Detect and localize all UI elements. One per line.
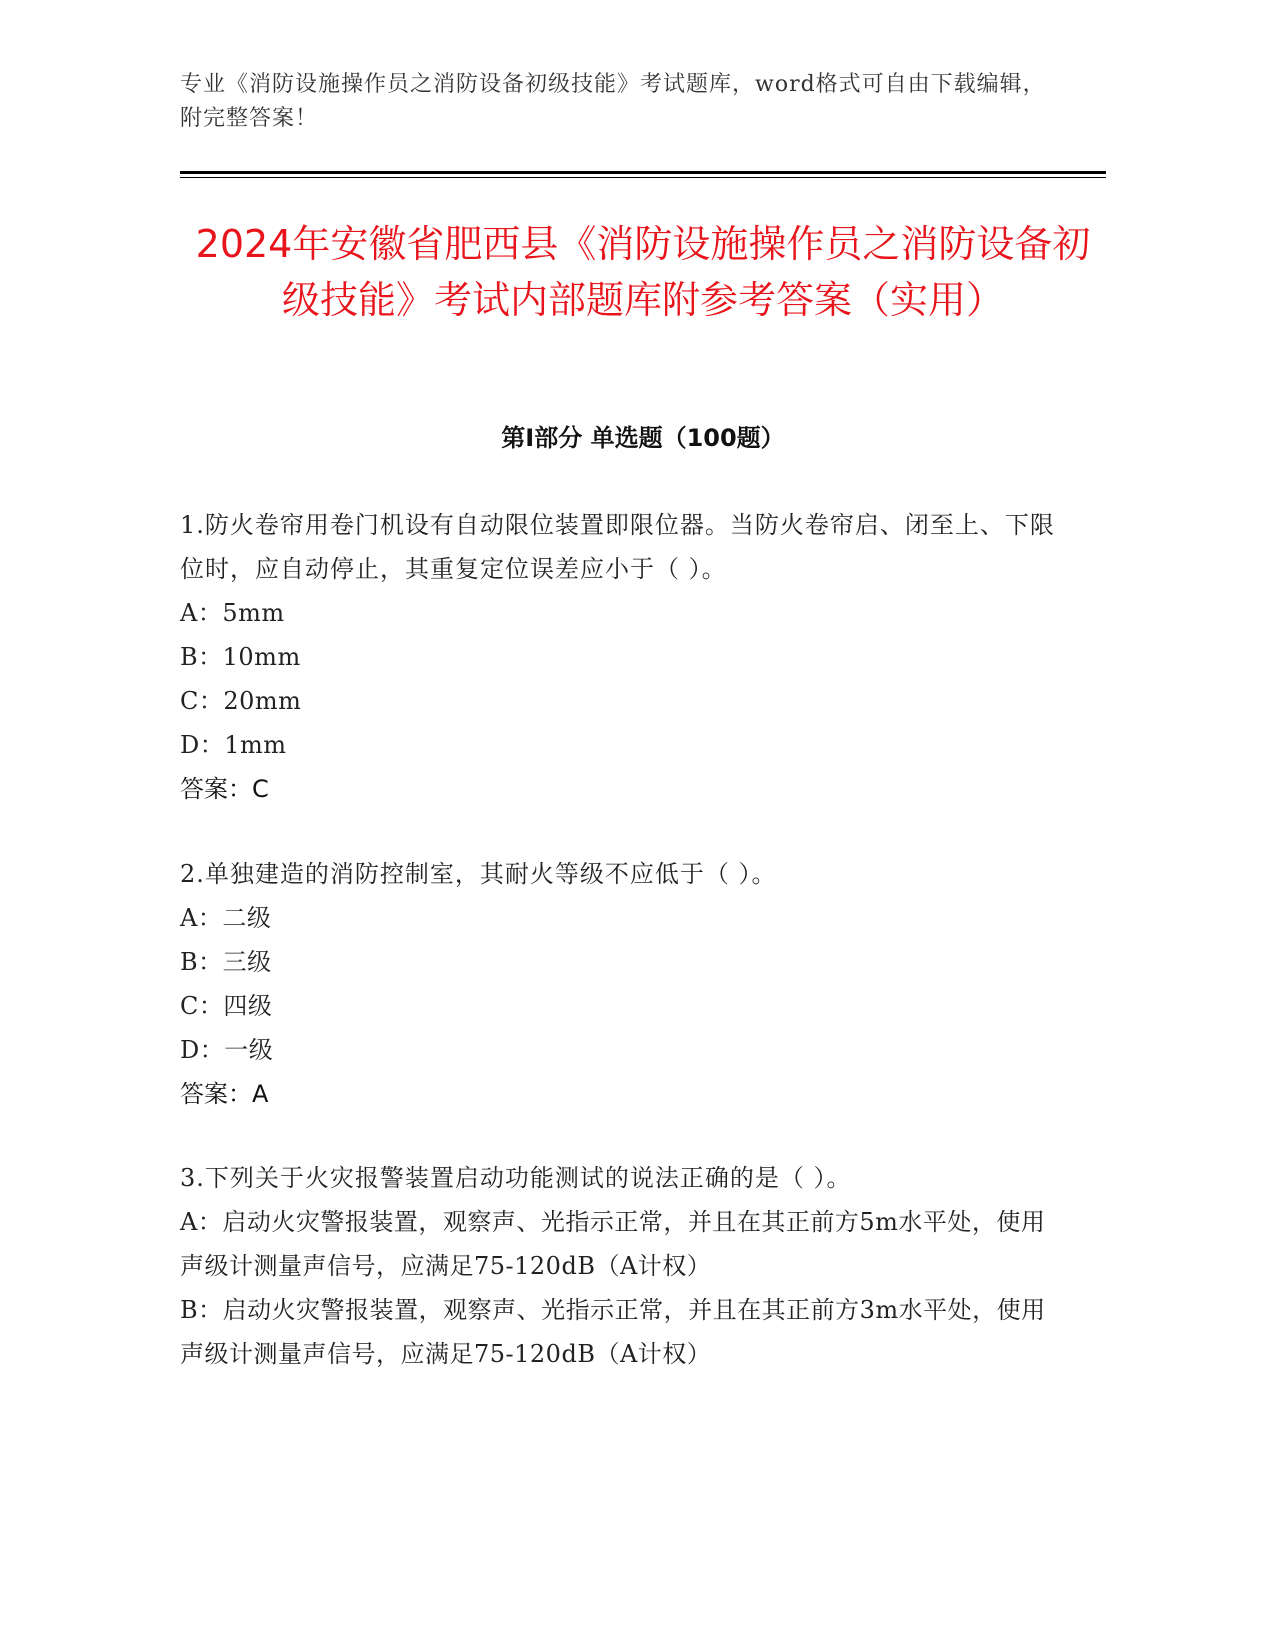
option-text: 5mm <box>222 599 285 627</box>
option-text: 二级 <box>222 904 272 932</box>
answer-line: 答案：A <box>180 1080 269 1108</box>
option-b <box>180 1288 1060 1376</box>
option-text: 三级 <box>222 948 272 976</box>
question-item <box>180 503 1060 811</box>
header-divider-thin <box>180 177 1106 178</box>
option-a <box>180 591 1060 635</box>
question-stem: 1.防火卷帘用卷门机设有自动限位装置即限位器。当防火卷帘启、闭至上、下限位时，应自动停止，其重复定位误差应小于（ ）。 <box>180 511 1055 583</box>
option-letter: B： <box>180 948 223 976</box>
option-text: 20mm <box>223 687 302 715</box>
option-d <box>180 1028 1060 1072</box>
option-letter: B： <box>180 643 223 671</box>
option-letter: A： <box>180 599 223 627</box>
document-title: 2024年安徽省肥西县《消防设施操作员之消防设备初级技能》考试内部题库附参考答案（实用） <box>195 222 1091 322</box>
option-letter: C： <box>180 992 224 1020</box>
option-letter: B： <box>180 1296 223 1324</box>
question-item <box>180 852 1060 1116</box>
option-text: 启动火灾警报装置，观察声、光指示正常，并且在其正前方3m水平处，使用声级计测量声信号，应满足75-120dB（A计权） <box>180 1296 1046 1368</box>
option-c <box>180 984 1060 1028</box>
section-title: 第I部分 单选题（100题） <box>501 424 785 452</box>
option-a <box>180 896 1060 940</box>
option-letter: C： <box>180 687 224 715</box>
option-letter: A： <box>180 904 223 932</box>
option-letter: D： <box>180 1036 225 1064</box>
option-text: 启动火灾警报装置，观察声、光指示正常，并且在其正前方5m水平处，使用声级计测量声信号，应满足75-120dB（A计权） <box>180 1208 1046 1280</box>
header-note: 专业《消防设施操作员之消防设备初级技能》考试题库，word格式可自由下载编辑，附完整答案！ <box>180 72 1046 131</box>
option-a <box>180 1200 1060 1288</box>
answer-line: 答案：C <box>180 775 269 803</box>
question-stem: 3.下列关于火灾报警装置启动功能测试的说法正确的是（ ）。 <box>180 1164 852 1192</box>
option-text: 四级 <box>223 992 273 1020</box>
option-letter: D： <box>180 731 225 759</box>
document-page <box>180 0 1106 1650</box>
option-b <box>180 940 1060 984</box>
option-b <box>180 635 1060 679</box>
header-divider-thick <box>180 171 1106 174</box>
question-item <box>180 1156 1060 1376</box>
option-letter: A： <box>180 1208 223 1236</box>
option-text: 一级 <box>224 1036 274 1064</box>
option-text: 1mm <box>224 731 287 759</box>
question-stem: 2.单独建造的消防控制室，其耐火等级不应低于（ ）。 <box>180 860 777 888</box>
option-c <box>180 679 1060 723</box>
option-d <box>180 723 1060 767</box>
option-text: 10mm <box>222 643 301 671</box>
